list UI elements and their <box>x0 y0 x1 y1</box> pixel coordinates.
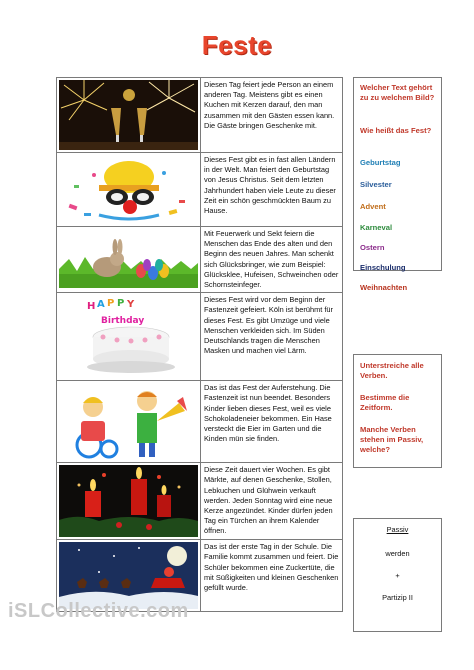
festival-option: Weihnachten <box>360 283 408 292</box>
task-underline-verbs: Unterstreiche alle Verben. <box>360 361 424 380</box>
birthday-cake-image <box>59 295 198 378</box>
festival-option: Silvester <box>360 180 392 189</box>
svg-text:Birthday: Birthday <box>101 316 145 327</box>
row-text: Dieses Fest gibt es in fast allen Ländern in der Welt. Man feiert den Geburtstag von Jesus Christus. Seit dem letzten Jahrhundert haben viele Leute zu dieser Zeit ein schön geschmückten Baum zu Hause. <box>201 153 343 227</box>
children-school-cone-image <box>59 383 198 460</box>
grammar-tasks-box <box>353 354 442 468</box>
festival-option: Advent <box>360 202 386 211</box>
row-text: Dieses Fest wird vor dem Beginn der Fastenzeit gefeiert. Köln ist berühmt für dieses Fest. Es gibt Umzüge und viele Menschen verkleiden sich. Im Süden Deutschlands tragen die Menschen Masken und machen viel Lärm. <box>201 293 343 381</box>
passive-participle: Partizip II <box>382 593 413 602</box>
table-row <box>57 293 343 381</box>
task-tense: Bestimme die Zeitform. <box>360 393 410 412</box>
festival-option: Karneval <box>360 223 393 232</box>
clown-mask-image <box>59 155 198 224</box>
row-text: Diesen Tag feiert jede Person an einem anderen Tag. Meistens gibt es einen Kuchen mit Kerzen darauf, den man zusammen mit den Gästen essen kann. Die Gäste bringen Geschenke mit. <box>201 78 343 153</box>
svg-text:H: H <box>87 301 96 313</box>
table-row <box>57 381 343 463</box>
festival-option: Geburtstag <box>360 158 401 167</box>
passive-werden: werden <box>385 549 410 558</box>
table-row <box>57 78 343 153</box>
festival-option: Einschulung <box>360 263 406 272</box>
passive-plus: + <box>395 571 400 580</box>
instruction-match: Welcher Text gehört zu zu welchem Bild? <box>360 83 435 102</box>
page-title: Feste <box>201 30 273 60</box>
svg-text:P: P <box>107 298 115 310</box>
svg-text:Y: Y <box>127 299 135 311</box>
table-row <box>57 153 343 227</box>
row-text: Das ist das Fest der Auferstehung. Die Fastenzeit ist nun beendet. Besonders Kinder lieben dieses Fest, weil es viele Schokoladeneier bekommen. Ein Hase versteckt die Eier im Garten und die Kinden mün sie finden. <box>201 381 343 463</box>
festival-option: Ostern <box>360 243 385 252</box>
fireworks-champagne-image <box>59 80 198 150</box>
row-text: Diese Zeit dauert vier Wochen. Es gibt Märkte, auf denen Geschenke, Stollen, Lebkuchen und Glühwein verkauft werden. Jeden Sonntag wird eine neue Kerze angezündet. Kinder dürfen jeden Tag ein Türchen an ihrem Kalender öffnen. <box>201 463 343 540</box>
svg-text:P: P <box>117 298 125 310</box>
table-row <box>57 227 343 293</box>
easter-bunny-eggs-image <box>59 229 198 288</box>
instruction-name: Wie heißt das Fest? <box>360 126 432 135</box>
festivals-table <box>56 77 343 612</box>
passive-rule-box <box>353 518 442 632</box>
row-text: Das ist der erste Tag in der Schule. Die Familie kommt zusammen und feiert. Die Schüler bekommen eine Zuckertüte, die mit Süßigkeiten und kleinen Geschenken gefüllt wurde. <box>201 540 343 612</box>
table-row <box>57 463 343 540</box>
advent-candles-image <box>59 465 198 537</box>
svg-text:A: A <box>97 299 105 311</box>
passive-heading: Passiv <box>386 525 409 534</box>
footer-watermark: iSLCollective.com <box>8 600 189 622</box>
festival-names-box <box>353 77 442 292</box>
task-passive: Manche Verben stehen im Passiv, welche? <box>360 425 424 454</box>
row-text: Mit Feuerwerk und Sekt feiern die Menschen das Ende des alten und den Beginn des neuen Jahres. Man schenkt sich Glücksbringer, wie zum Beispiel: Glücksklee, Hufeisen, Schweinchen oder Schornsteinfeger. <box>201 227 343 293</box>
